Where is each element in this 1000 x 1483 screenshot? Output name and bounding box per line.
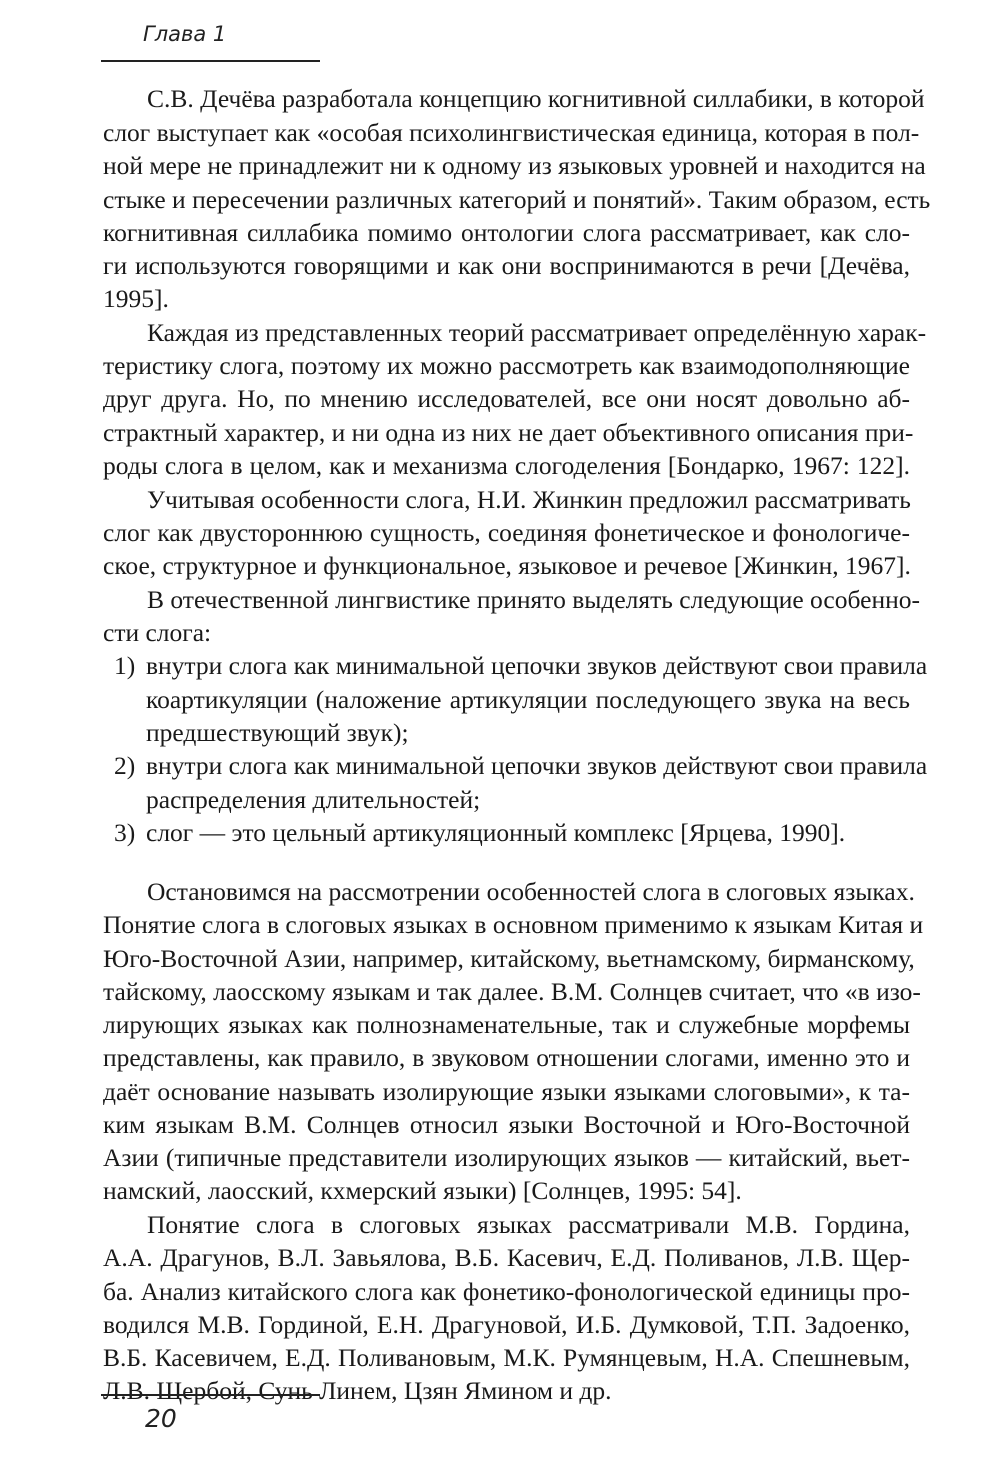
paragraph-5-line-4: тайскому, лаосскому языкам и так далее. В.М. Солнцев считает, что «в изо- (103, 977, 921, 1006)
paragraph-5-line-1: Остановимся на рассмотрении особенностей слога в слоговых языках. (147, 877, 915, 906)
paragraph-3-line-3: ское, структурное и функциональное, языковое и речевое [Жинкин, 1967]. (103, 551, 911, 580)
list-item-1-line-3: предшествующий звук); (146, 718, 409, 747)
paragraph-6-line-5: В.Б. Касевичем, Е.Д. Поливановым, М.К. Румянцевым, Н.А. Спешневым, (103, 1343, 910, 1372)
paragraph-5-line-6: представлены, как правило, в звуковом отношении слогами, именно это и (103, 1043, 910, 1072)
paragraph-6-line-3: ба. Анализ китайского слога как фонетико-фонологической единицы про- (103, 1277, 910, 1306)
paragraph-4-line-1: В отечественной лингвистике принято выделять следующие особенно- (147, 585, 920, 614)
paragraph-6-line-6: Л.В. Щербой, Сунь Линем, Цзян Ямином и др. (103, 1376, 612, 1405)
paragraph-2-line-5: роды слога в целом, как и механизма слогоделения [Бондарко, 1967: 122]. (103, 451, 910, 480)
paragraph-5-line-5: лирующих языках как полнознаменательные, так и служебные морфемы (103, 1010, 910, 1039)
paragraph-1-line-1: С.В. Дечёва разработала концепцию когнитивной силлабики, в которой (147, 84, 925, 113)
list-item-2-number: 2) (114, 751, 136, 780)
page-number: 20 (145, 1404, 177, 1433)
paragraph-4-line-2: сти слога: (103, 618, 212, 647)
paragraph-1-line-4: стыке и пересечении различных категорий и понятий». Таким образом, есть (103, 185, 931, 214)
paragraph-1-line-2: слог выступает как «особая психолингвистическая единица, которая в пол- (103, 118, 920, 147)
paragraph-1-line-5: когнитивная силлабика помимо онтологии слога рассматривает, как сло- (103, 218, 910, 247)
chapter-header: Глава 1 (143, 22, 227, 46)
list-item-3-line-1: слог — это цельный артикуляционный комплекс [Ярцева, 1990]. (146, 818, 846, 847)
paragraph-6-line-4: водился М.В. Гординой, Е.Н. Драгуновой, И.Б. Думковой, Т.П. Задоенко, (103, 1310, 910, 1339)
paragraph-5-line-7: даёт основание называть изолирующие языки языками слоговыми», к та- (103, 1077, 910, 1106)
footer-rule (101, 1394, 320, 1396)
paragraph-1-line-7: 1995]. (103, 284, 169, 313)
paragraph-5-line-2: Понятие слога в слоговых языках в основном применимо к языкам Китая и (103, 910, 924, 939)
paragraph-2-line-1: Каждая из представленных теорий рассматривает определённую харак- (147, 318, 927, 347)
paragraph-2-line-3: друг друга. Но, по мнению исследователей, все они носят довольно аб- (103, 384, 910, 413)
paragraph-3-line-2: слог как двустороннюю сущность, соединяя фонетическое и фонологиче- (103, 518, 910, 547)
list-item-2-line-2: распределения длительностей; (146, 785, 481, 814)
paragraph-6-line-2: А.А. Драгунов, В.Л. Завьялова, В.Б. Касевич, Е.Д. Поливанов, Л.В. Щер- (103, 1243, 910, 1272)
list-item-1-line-2: коартикуляции (наложение артикуляции последующего звука на весь (146, 685, 910, 714)
list-item-2-line-1: внутри слога как минимальной цепочки звуков действуют свои правила (146, 751, 928, 780)
paragraph-2-line-4: страктный характер, и ни одна из них не дает объективного описания при- (103, 418, 914, 447)
paragraph-2-line-2: теристику слога, поэтому их можно рассмотреть как взаимодополняющие (103, 351, 910, 380)
paragraph-3-line-1: Учитывая особенности слога, Н.И. Жинкин предложил рассматривать (147, 485, 911, 514)
paragraph-5-line-3: Юго-Восточной Азии, например, китайскому, вьетнамскому, бирманскому, (103, 944, 915, 973)
list-item-3-number: 3) (114, 818, 136, 847)
header-rule (101, 60, 320, 62)
paragraph-1-line-6: ги используются говорящими и как они воспринимаются в речи [Дечёва, (103, 251, 910, 280)
paragraph-1-line-3: ной мере не принадлежит ни к одному из языковых уровней и находится на (103, 151, 926, 180)
list-item-1-line-1: внутри слога как минимальной цепочки звуков действуют свои правила (146, 651, 928, 680)
paragraph-6-line-1: Понятие слога в слоговых языках рассматривали М.В. Гордина, (147, 1210, 910, 1239)
list-item-1-number: 1) (114, 651, 136, 680)
paragraph-5-line-8: ким языкам В.М. Солнцев относил языки Восточной и Юго-Восточной (103, 1110, 910, 1139)
paragraph-5-line-10: намский, лаосский, кхмерский языки) [Солнцев, 1995: 54]. (103, 1176, 742, 1205)
paragraph-5-line-9: Азии (типичные представители изолирующих языков — китайский, вьет- (103, 1143, 910, 1172)
